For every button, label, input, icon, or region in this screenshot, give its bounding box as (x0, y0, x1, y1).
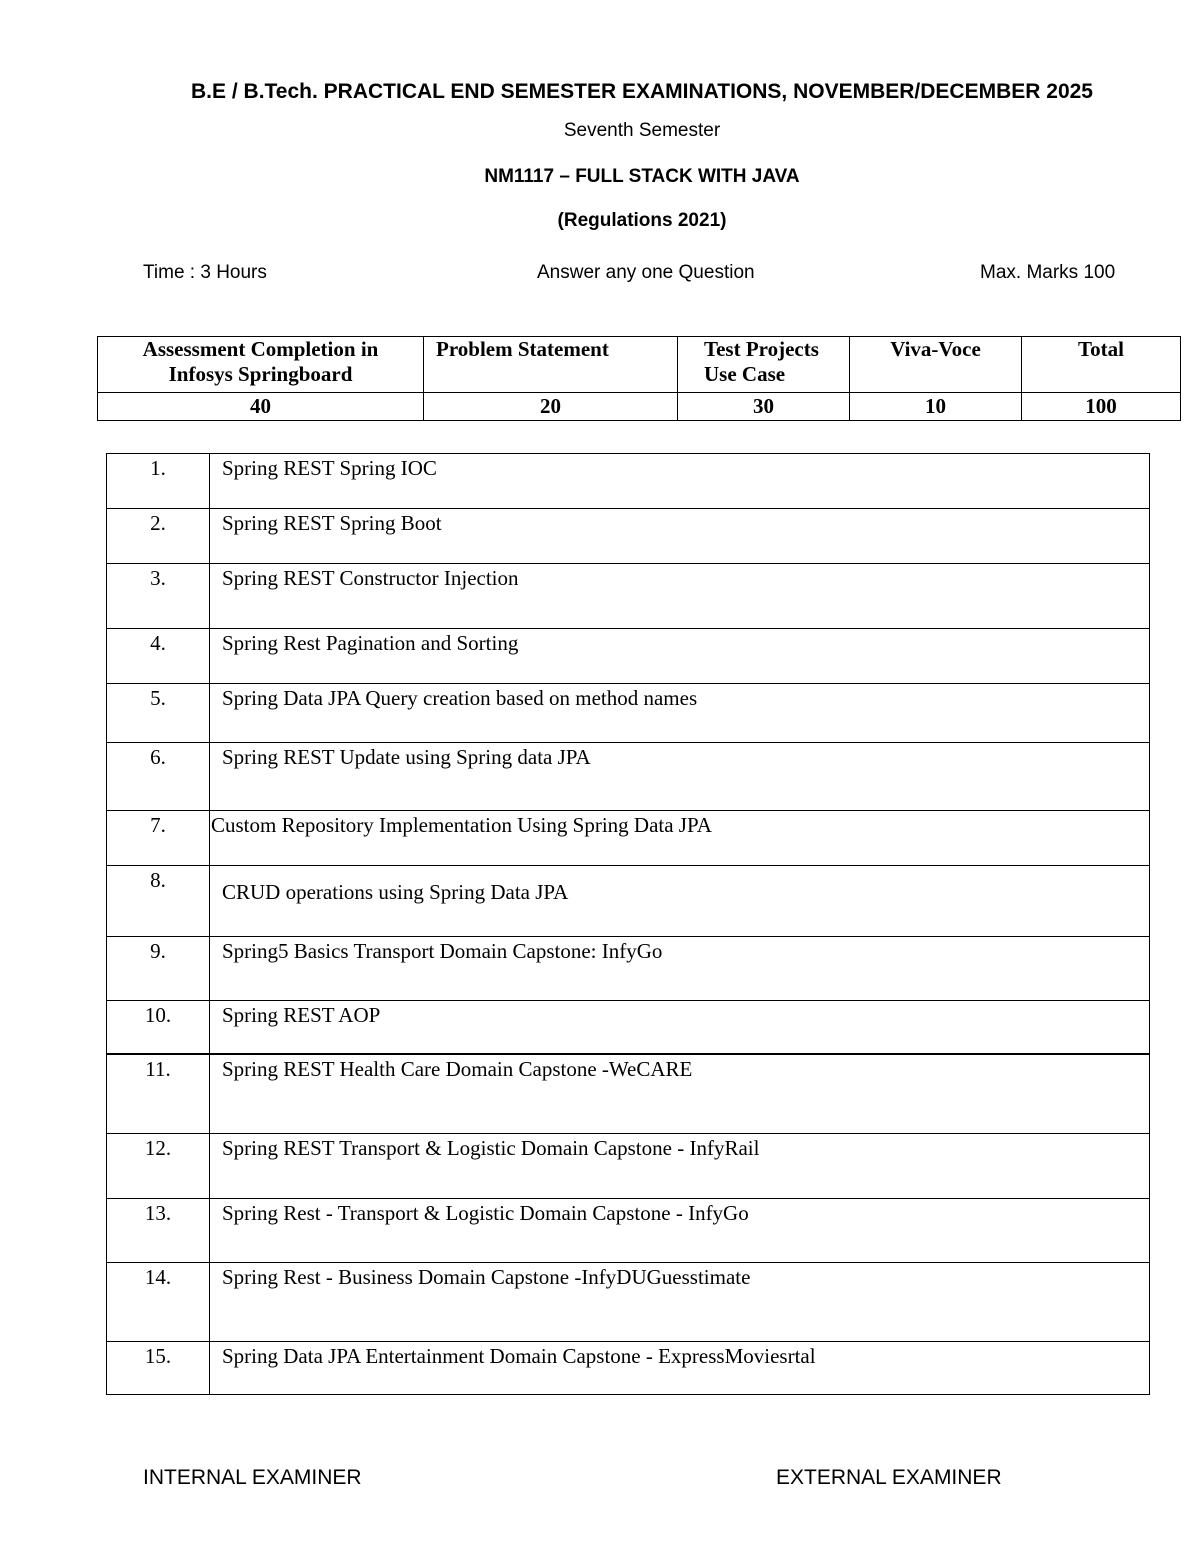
value-test-projects: 30 (678, 393, 850, 421)
question-text: Spring Rest Pagination and Sorting (210, 629, 1150, 684)
table-row (107, 564, 1150, 629)
marks-distribution-table (97, 336, 1181, 421)
question-number: 3. (107, 564, 210, 629)
questions-table (106, 453, 1150, 1395)
question-text: CRUD operations using Spring Data JPA (210, 866, 1150, 937)
semester-label: Seventh Semester (563, 120, 721, 141)
question-text: Spring5 Basics Transport Domain Capstone: InfyGo (210, 937, 1150, 1001)
exam-instruction: Answer any one Question (537, 262, 755, 283)
table-row (107, 629, 1150, 684)
header-line: Total (1078, 337, 1124, 361)
value-viva-voce: 10 (850, 393, 1022, 421)
question-number: 12. (107, 1134, 210, 1199)
regulations-label: (Regulations 2021) (557, 210, 727, 231)
max-marks: Max. Marks 100 (980, 262, 1116, 283)
value-problem-statement: 20 (424, 393, 678, 421)
table-row (107, 684, 1150, 743)
question-text: Custom Repository Implementation Using Spring Data JPA (210, 811, 1150, 866)
question-text: Spring REST Health Care Domain Capstone -WeCARE (210, 1054, 1150, 1134)
question-number: 15. (107, 1342, 210, 1395)
course-title: NM1117 – FULL STACK WITH JAVA (484, 166, 800, 187)
internal-examiner-signature: INTERNAL EXAMINER (143, 1466, 362, 1489)
table-row (107, 1054, 1150, 1134)
question-text: Spring REST Update using Spring data JPA (210, 743, 1150, 811)
header-problem-statement (424, 337, 678, 393)
question-number: 7. (107, 811, 210, 866)
question-number: 8. (107, 866, 210, 937)
question-text: Spring REST Transport & Logistic Domain Capstone - InfyRail (210, 1134, 1150, 1199)
question-text: Spring REST AOP (210, 1001, 1150, 1054)
table-row (107, 1263, 1150, 1342)
question-text: Spring REST Spring IOC (210, 454, 1150, 509)
question-number: 4. (107, 629, 210, 684)
header-line: Problem Statement (436, 337, 609, 361)
question-number: 5. (107, 684, 210, 743)
marks-table-values-row (98, 393, 1181, 421)
header-assessment (98, 337, 424, 393)
exam-title: B.E / B.Tech. PRACTICAL END SEMESTER EXAMINATIONS, NOVEMBER/DECEMBER 2025 (191, 80, 1093, 103)
table-row (107, 743, 1150, 811)
header-line: Use Case (704, 362, 786, 386)
header-line: Assessment Completion in (142, 337, 379, 361)
table-row (107, 454, 1150, 509)
header-test-projects (678, 337, 850, 393)
question-number: 6. (107, 743, 210, 811)
question-text: Spring Rest - Transport & Logistic Domain Capstone - InfyGo (210, 1199, 1150, 1263)
question-number: 13. (107, 1199, 210, 1263)
question-text: Spring REST Constructor Injection (210, 564, 1150, 629)
question-text: Spring REST Spring Boot (210, 509, 1150, 564)
question-number: 14. (107, 1263, 210, 1342)
question-number: 9. (107, 937, 210, 1001)
exam-duration: Time : 3 Hours (143, 262, 267, 283)
table-row (107, 509, 1150, 564)
question-number: 10. (107, 1001, 210, 1054)
table-row (107, 1134, 1150, 1199)
table-row (107, 811, 1150, 866)
question-text: Spring Data JPA Query creation based on method names (210, 684, 1150, 743)
header-line: Test Projects (704, 337, 819, 361)
marks-table-header-row (98, 337, 1181, 393)
header-line: Infosys Springboard (168, 362, 353, 386)
table-row (107, 866, 1150, 937)
table-row (107, 1001, 1150, 1054)
table-row (107, 1199, 1150, 1263)
question-text: Spring Rest - Business Domain Capstone -InfyDUGuesstimate (210, 1263, 1150, 1342)
question-number: 1. (107, 454, 210, 509)
table-row (107, 937, 1150, 1001)
table-row (107, 1342, 1150, 1395)
header-line: Viva-Voce (890, 337, 981, 361)
question-text: Spring Data JPA Entertainment Domain Capstone - ExpressMoviesrtal (210, 1342, 1150, 1395)
external-examiner-signature: EXTERNAL EXAMINER (776, 1466, 1002, 1489)
header-viva-voce (850, 337, 1022, 393)
question-number: 11. (107, 1054, 210, 1134)
question-number: 2. (107, 509, 210, 564)
value-assessment: 40 (98, 393, 424, 421)
value-total: 100 (1022, 393, 1181, 421)
header-total (1022, 337, 1181, 393)
